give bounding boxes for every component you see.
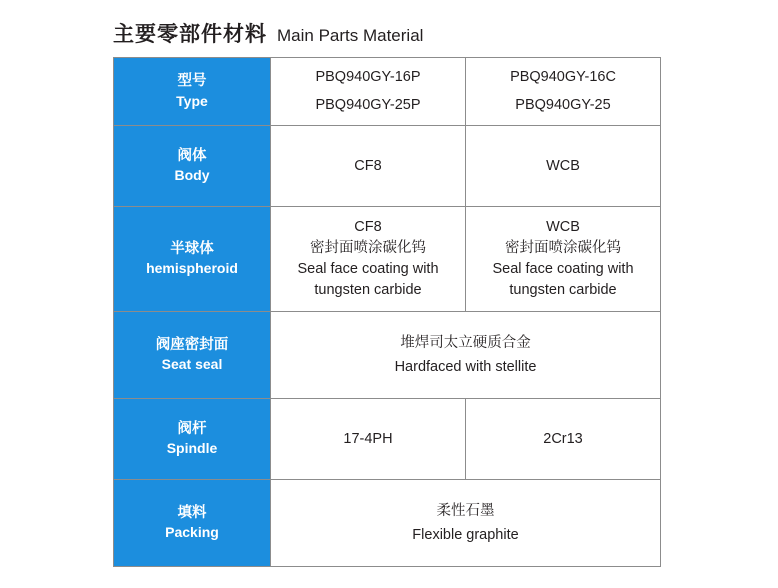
cell-line: WCB — [546, 157, 580, 174]
cell-line: tungsten carbide — [314, 282, 422, 299]
row-label-en: Spindle — [166, 440, 218, 457]
row-label-en: Packing — [165, 524, 219, 541]
cell-line: tungsten carbide — [509, 282, 617, 299]
cell-spindle-col1 — [271, 399, 466, 480]
cell-line: 17-4PH — [343, 430, 393, 447]
cell-line: Hardfaced with stellite — [394, 359, 537, 376]
cell-line: PBQ940GY-25 — [515, 96, 611, 113]
cell-line: 堆焊司太立硬质合金 — [400, 334, 531, 351]
row-label-en: Seat seal — [161, 356, 223, 373]
main-parts-material-table — [113, 57, 661, 567]
cell-line: Seal face coating with — [297, 261, 439, 278]
cell-line: PBQ940GY-25P — [315, 96, 421, 113]
cell-line: PBQ940GY-16P — [315, 69, 421, 85]
row-label-spindle — [114, 399, 271, 480]
cell-hemispheroid-col2 — [466, 207, 661, 312]
page-title-en: Main Parts Material — [277, 26, 424, 45]
cell-seat-seal-merged — [271, 312, 661, 399]
cell-spindle-col2 — [466, 399, 661, 480]
cell-hemispheroid-col1 — [271, 207, 466, 312]
row-label-hemispheroid — [114, 207, 271, 312]
table-row — [114, 58, 661, 126]
cell-line: Flexible graphite — [412, 527, 519, 544]
page-title-cn: 主要零部件材料 — [113, 23, 267, 46]
cell-packing-merged — [271, 480, 661, 567]
row-label-seat-seal — [114, 312, 271, 399]
cell-line: WCB — [546, 219, 580, 236]
table-row — [114, 207, 661, 312]
table-row — [114, 480, 661, 567]
cell-line: 柔性石墨 — [436, 502, 495, 519]
row-label-cn: 半球体 — [170, 240, 214, 257]
row-label-cn: 阀体 — [177, 147, 207, 164]
table-row — [114, 312, 661, 399]
cell-line: Seal face coating with — [492, 261, 634, 278]
page-title — [113, 18, 423, 48]
cell-type-col2 — [466, 58, 661, 126]
cell-line: 密封面喷涂碳化钨 — [310, 240, 426, 257]
cell-body-col2 — [466, 126, 661, 207]
row-label-cn: 阀杆 — [177, 420, 207, 437]
row-label-cn: 填料 — [177, 504, 207, 521]
table-row — [114, 126, 661, 207]
cell-line: PBQ940GY-16C — [510, 69, 616, 85]
cell-body-col1 — [271, 126, 466, 207]
cell-line: 密封面喷涂碳化钨 — [505, 240, 621, 257]
row-label-cn: 阀座密封面 — [155, 336, 229, 353]
cell-type-col1 — [271, 58, 466, 126]
table-row — [114, 399, 661, 480]
cell-line: CF8 — [354, 219, 382, 236]
row-label-packing — [114, 480, 271, 567]
row-label-en: hemispheroid — [146, 260, 238, 277]
row-label-cn: 型号 — [177, 73, 207, 90]
cell-line: CF8 — [354, 157, 382, 174]
row-label-type — [114, 58, 271, 126]
row-label-body — [114, 126, 271, 207]
cell-line: 2Cr13 — [543, 430, 583, 447]
row-label-en: Type — [176, 92, 208, 109]
row-label-en: Body — [174, 167, 210, 184]
